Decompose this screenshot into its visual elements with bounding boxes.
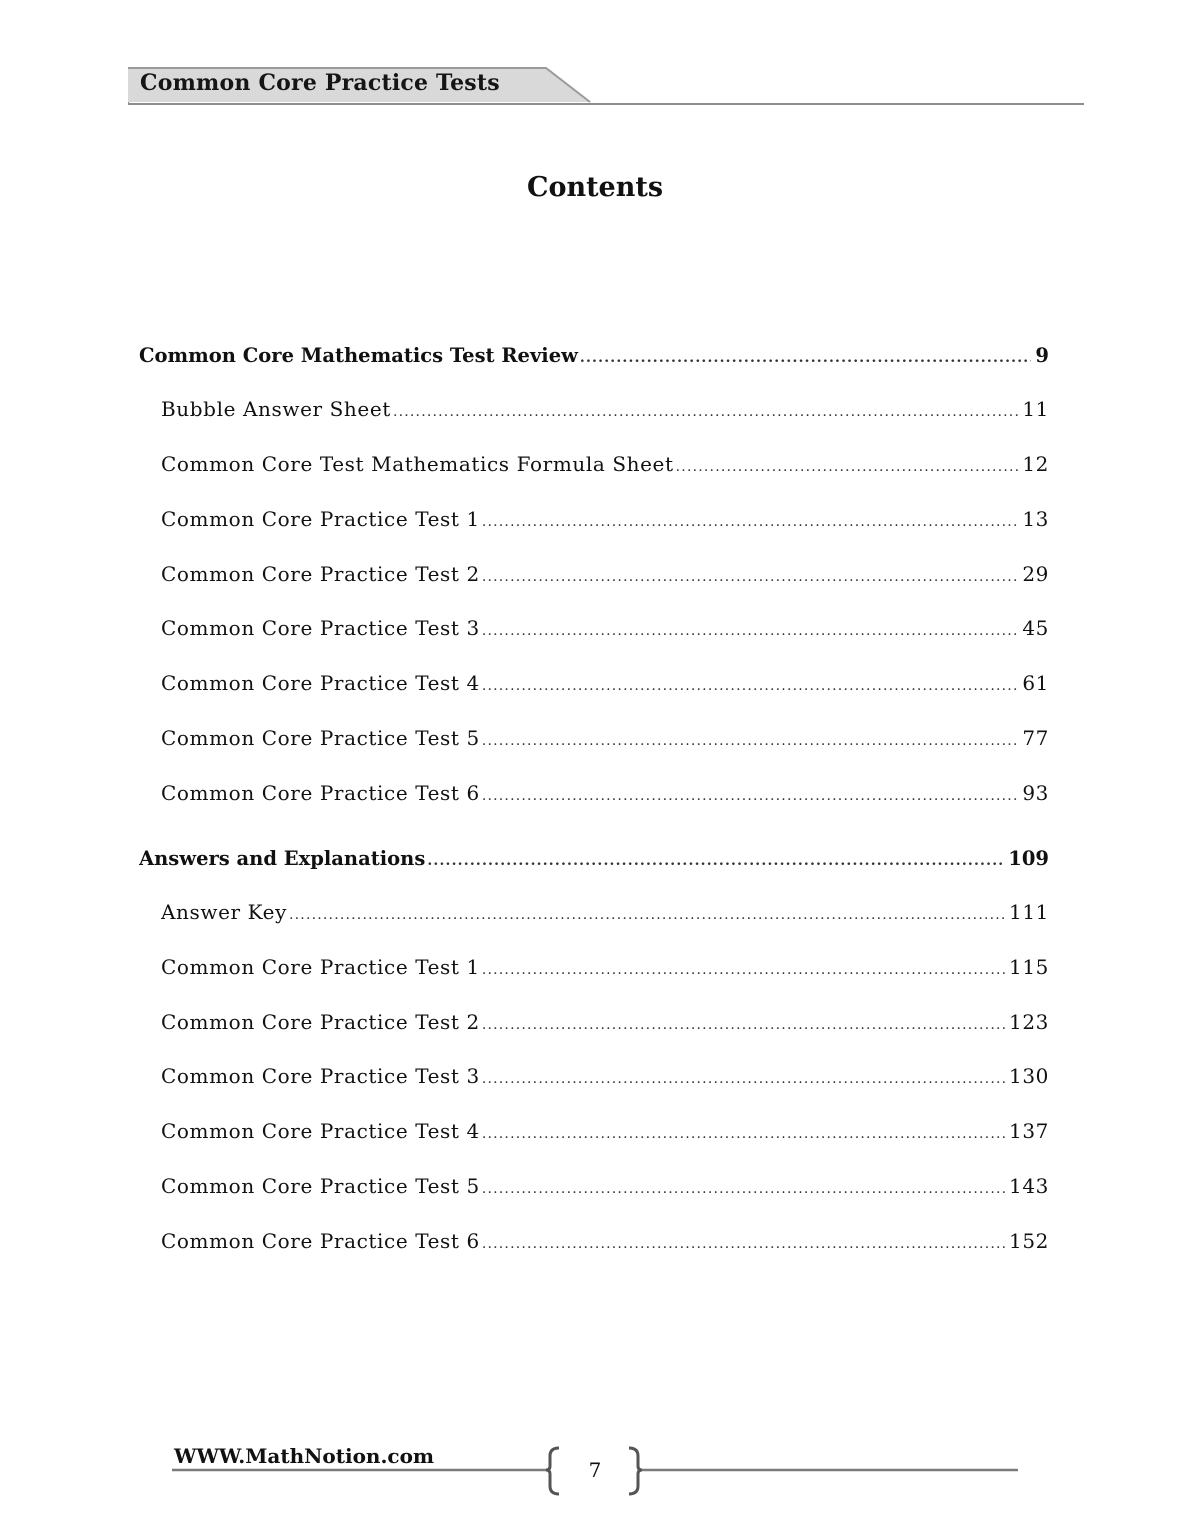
toc-page-number: 109 [1008, 847, 1049, 870]
toc-leader [482, 1126, 1005, 1142]
toc-leader [393, 404, 1018, 420]
header-title: Common Core Practice Tests [140, 70, 500, 96]
toc-label: Common Core Practice Test 3 [161, 1064, 480, 1088]
toc-entry[interactable] [161, 562, 1049, 592]
toc-label: Common Core Practice Test 4 [161, 1119, 480, 1143]
toc-page-number: 137 [1009, 1119, 1049, 1143]
toc-entry[interactable] [161, 1174, 1049, 1204]
toc-label: Answer Key [161, 900, 287, 924]
toc-page-number: 13 [1022, 507, 1049, 531]
toc-leader [482, 678, 1019, 694]
toc-entry[interactable] [161, 671, 1049, 701]
page-title: Contents [526, 172, 664, 203]
toc-page-number: 77 [1022, 726, 1049, 750]
toc-entry[interactable] [161, 452, 1049, 482]
toc-leader [482, 1236, 1005, 1252]
toc-page-number: 29 [1022, 562, 1049, 586]
page-number: 7 [588, 1458, 602, 1482]
toc-page-number: 130 [1009, 1064, 1049, 1088]
toc-label: Common Core Test Mathematics Formula Sheet [161, 452, 674, 476]
toc-entry[interactable] [161, 781, 1049, 811]
toc-entry[interactable] [161, 507, 1049, 537]
toc-section[interactable] [139, 847, 1049, 877]
toc-page-number: 123 [1009, 1010, 1049, 1034]
toc-entry[interactable] [161, 397, 1049, 427]
toc-label: Common Core Practice Test 2 [161, 1010, 480, 1034]
toc-page-number: 143 [1009, 1174, 1049, 1198]
toc-label: Answers and Explanations [139, 847, 426, 870]
toc-page-number: 9 [1035, 344, 1049, 367]
toc-entry[interactable] [161, 616, 1049, 646]
toc-leader [482, 788, 1019, 804]
toc-page-number: 115 [1009, 955, 1049, 979]
toc-entry[interactable] [161, 900, 1049, 930]
toc-label: Common Core Practice Test 6 [161, 1229, 480, 1253]
toc-leader [676, 459, 1019, 475]
toc-leader [289, 907, 1005, 923]
toc-label: Bubble Answer Sheet [161, 397, 391, 421]
toc-label: Common Core Practice Test 1 [161, 507, 480, 531]
toc-page-number: 93 [1022, 781, 1049, 805]
toc-entry[interactable] [161, 1119, 1049, 1149]
footer-website: WWW.MathNotion.com [174, 1444, 435, 1468]
toc-label: Common Core Mathematics Test Review [139, 344, 578, 367]
toc-leader [482, 733, 1019, 749]
toc-leader [427, 853, 1004, 869]
toc-page-number: 45 [1022, 616, 1049, 640]
toc-page-number: 61 [1022, 671, 1049, 695]
toc-page-number: 12 [1022, 452, 1049, 476]
toc-leader [482, 514, 1019, 530]
toc-section[interactable] [139, 344, 1049, 374]
toc-label: Common Core Practice Test 1 [161, 955, 480, 979]
toc-label: Common Core Practice Test 2 [161, 562, 480, 586]
toc-page-number: 11 [1022, 397, 1049, 421]
toc-label: Common Core Practice Test 4 [161, 671, 480, 695]
toc-entry[interactable] [161, 955, 1049, 985]
toc-leader [482, 962, 1005, 978]
toc-label: Common Core Practice Test 5 [161, 1174, 480, 1198]
toc-leader [482, 569, 1019, 585]
toc-leader [482, 1071, 1005, 1087]
toc-label: Common Core Practice Test 3 [161, 616, 480, 640]
toc-label: Common Core Practice Test 5 [161, 726, 480, 750]
toc-leader [580, 350, 1032, 366]
toc-entry[interactable] [161, 1064, 1049, 1094]
toc-leader [482, 1017, 1005, 1033]
toc-page-number: 111 [1009, 900, 1049, 924]
toc-entry[interactable] [161, 1229, 1049, 1259]
toc-page-number: 152 [1009, 1229, 1049, 1253]
toc-entry[interactable] [161, 1010, 1049, 1040]
toc-leader [482, 623, 1019, 639]
toc-label: Common Core Practice Test 6 [161, 781, 480, 805]
toc-leader [482, 1181, 1005, 1197]
toc-entry[interactable] [161, 726, 1049, 756]
